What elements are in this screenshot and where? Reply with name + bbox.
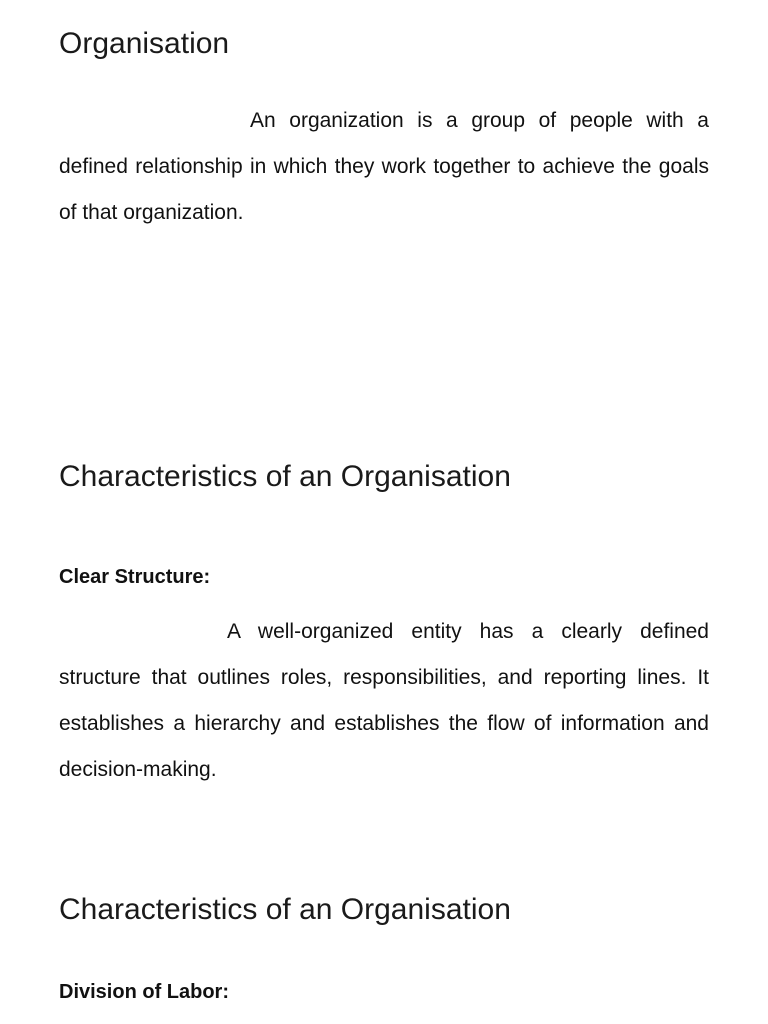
organisation-definition-paragraph [59,98,709,236]
subheading-division-of-labor: Division of Labor: [59,981,229,1003]
section-heading-characteristics: Characteristics of an Organisation [59,460,511,493]
clear-structure-text: A well-organized entity has a clearly defined structure that outlines roles, responsibilities, and reporting lines. It establishes a hierarchy and establishes the flow of information and decision-making. [59,620,709,781]
section-heading-characteristics-2: Characteristics of an Organisation [59,893,511,926]
clear-structure-paragraph [59,609,709,793]
section-heading-organisation: Organisation [59,27,230,60]
subheading-clear-structure: Clear Structure: [59,566,211,588]
organisation-definition-text: An organization is a group of people with a defined relationship in which they work together to achieve the goals of that organization. [59,109,709,224]
